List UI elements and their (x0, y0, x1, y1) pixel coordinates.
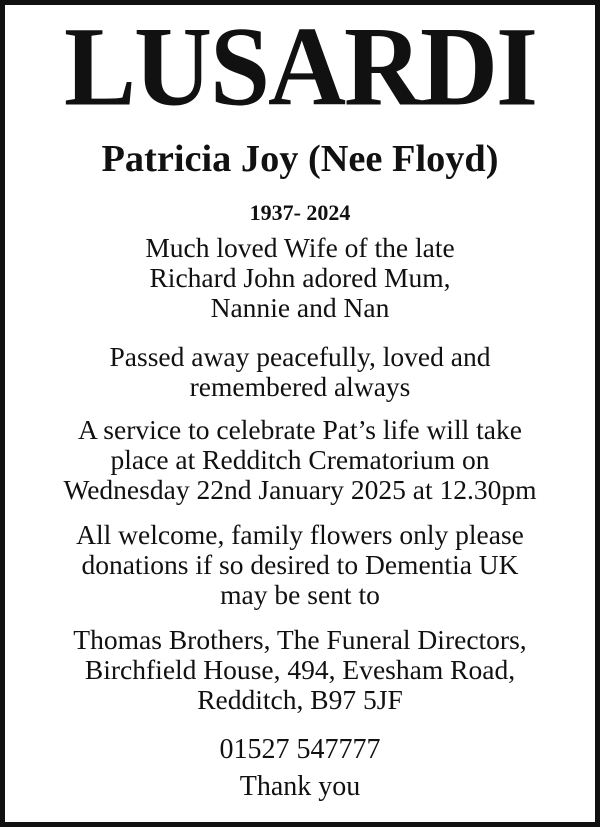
text-line: remembered always (189, 371, 411, 402)
passing-text (5, 342, 595, 402)
text-line: Redditch, B97 5JF (197, 684, 403, 715)
full-name: Patricia Joy (Nee Floyd) (101, 138, 499, 180)
text-line: All welcome, family flowers only please (76, 519, 524, 550)
phone-number: 01527 547777 (219, 734, 381, 765)
closing-text: Thank you (239, 771, 361, 802)
surname-heading: LUSARDI (63, 4, 537, 130)
text-line: Nannie and Nan (210, 292, 390, 323)
text-line: Much loved Wife of the late (145, 232, 455, 263)
text-line: Wednesday 22nd January 2025 at 12.30pm (63, 474, 537, 505)
flowers-text (5, 520, 595, 610)
text-line: may be sent to (220, 579, 380, 610)
text-line: place at Redditch Crematorium on (110, 444, 490, 475)
text-line: Birchfield House, 494, Evesham Road, (84, 654, 516, 685)
funeral-directors-address (5, 625, 595, 715)
tribute-text (5, 233, 595, 323)
text-line: donations if so desired to Dementia UK (81, 549, 519, 580)
life-dates: 1937- 2024 (249, 200, 351, 225)
text-line: Passed away peacefully, loved and (109, 341, 491, 372)
service-text (5, 415, 595, 505)
text-line: Thomas Brothers, The Funeral Directors, (73, 624, 527, 655)
text-line: A service to celebrate Pat’s life will take (78, 414, 522, 445)
text-line: Richard John adored Mum, (149, 262, 451, 293)
